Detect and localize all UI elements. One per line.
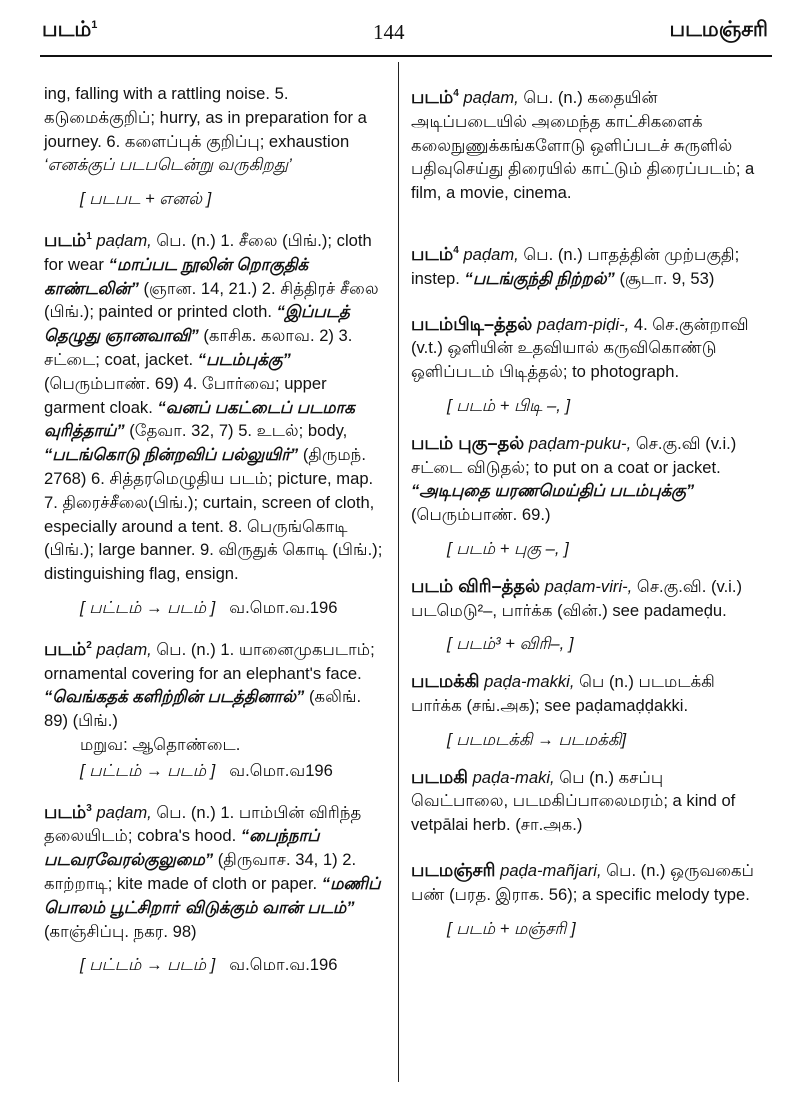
etymology: [ பட்டம் → படம் ] வ.மொ.வ196 (80, 760, 333, 780)
synonym-line: மறுவ: ஆதொண்டை. (80, 734, 241, 754)
dictionary-entry: படம்$^4$ paḍam, பெ. (n.) பாதத்தின் முற்பகுதி; instep. “படங்குந்தி நிற்றல்” (சூடா. 9, 53) (411, 243, 740, 288)
headword: படமக்கி (411, 671, 480, 692)
dictionary-entry: படம்$^2$ paḍam, பெ. (n.) 1. யானைமுகபடாம்; ornamental covering for an elephant's face. “வெங்கதக் களிற்றின் படத்தினால்” (கலிங். 89) (பிங்.) மறுவ: ஆதொண்டை. [ பட்டம் → படம் ] வ.மொ.வ196 (44, 634, 386, 783)
dictionary-entry: படம்$^1$ paḍam, பெ. (n.) 1. சீலை (பிங்.); cloth for wear “மாப்பட நூலின் றொகுதிக் காண்டலின்” (ஞான. 14, 21.) 2. சித்திரச் சீலை (பிங்.); painted or printed cloth. “இப்படத் தெழுது ஞானவாவி” (காசிக. கலாவ. 2) 3. சட்டை; coat, jacket. “படம்புக்கு” (பெரும்பாண். 69) 4. போர்வை; upper garment cloak. “வனப் பகட்டைப் படமாக வுரித்தாய்” (தேவா. 32, 7) 5. உடல்; body, “படங்கொடு நின்றவிப் பல்லுயிர்” (திருமந். 2768) 6. சித்தரமெழுதிய படம்; picture, map. 7. திரைச்சீலை(பிங்.); curtain, screen of cloth, especially around a tent. 8. பெருங்கொடி (பிங்.); large banner. 9. விருதுக் கொடி (பிங்.); distinguishing flag, ensign. [ பட்டம் → படம் ] வ.மொ.வ.196 (44, 225, 386, 620)
continued-entry: ing, falling with a rattling noise. 5. கடுமைக்குறிப்; hurry, as in preparation for a journey. 6. களைப்புக் குறிப்பு; exhaustion ‘எனக்குப் படபடென்று வருகிறது’ [ படபட + எனல் ] (44, 82, 386, 211)
dictionary-entry: படமஞ்சரி paḍa-mañjari, பெ. (n.) ஒருவகைப் பண் (பரத. இராக. 56); a specific melody type. [ படம் + மஞ்சரி ] (411, 859, 761, 940)
running-head-right: படமஞ்சரி (669, 18, 768, 41)
running-head-left: படம்$^1$ (42, 18, 98, 41)
transliteration: paḍam, (96, 802, 152, 822)
headword: படமகி (411, 766, 468, 787)
transliteration: paḍa-makki, (484, 672, 575, 692)
dictionary-entry: படமக்கி paḍa-makki, பெ (n.) படமடக்கி பார்க்க (சங்.அக); see paḍamaḍḍakki. [ படமடக்கி → படமக்கி] (411, 670, 761, 751)
headword: படம்$^4$ (411, 87, 459, 107)
transliteration: paḍam-piḍi-, (536, 314, 630, 334)
headword: படம் புகு–தல் (411, 432, 525, 453)
dictionary-entry: படம்$^3$ paḍam, பெ. (n.) 1. பாம்பின் விரிந்த தலையிடம்; cobra's hood. “பைந்நாப் படவரவேரல்குலுமை” (திருவாச. 34, 1) 2. காற்றாடி; kite made of cloth or paper. “மணிப் பொலம் பூட்சிறாா் விடுக்கும் வான் படம்” (காஞ்சிப்பு. நகர. 98) [ பட்டம் → படம் ] வ.மொ.வ.196 (44, 797, 386, 978)
etymology: [ படம் + பிடி –, ] (447, 395, 571, 415)
dictionary-entry: படம் விரி–த்தல் paḍam-viri-, செ.கு.வி. (v.i.) படமெடு²–, பார்க்க (வின்.) see padameḍu. [ படம்³ + விரி–, ] (411, 575, 761, 656)
etymology: [ படம்³ + விரி–, ] (447, 634, 574, 654)
etymology: [ படபட + எனல் ] (80, 189, 212, 209)
transliteration: paḍam, (96, 639, 152, 659)
headword: படம் விரி–த்தல் (411, 575, 541, 596)
transliteration: paḍa-maki, (472, 767, 555, 787)
etymology: [ பட்டம் → படம் ] வ.மொ.வ.196 (80, 597, 338, 617)
transliteration: paḍam, (463, 88, 519, 107)
dictionary-entry: படம்$^4$ paḍam, பெ. (n.) கதையின் அடிப்படையில் அமைந்த காட்சிகளைக் கலைநுணுக்கங்களோடு ஒளிப்படச் சுருளில் பதிவுசெய்து திரையில் காட்டும் திரைப்படம்; a film, a movie, cinema. (411, 87, 755, 203)
headword: படம்$^3$ (44, 801, 92, 822)
headword: படமஞ்சரி (411, 859, 496, 880)
dictionary-entry: படம்பிடி–த்தல் paḍam-piḍi-, 4. செ.குன்றாவி (v.t.) ஒளியின் உதவியால் கருவிகொண்டு ஒளிப்படம் பிடித்தல்; to photograph. [ படம் + பிடி –, ] (411, 313, 761, 418)
etymology: [ படம் + மஞ்சரி ] (447, 918, 576, 938)
transliteration: paḍam, (463, 244, 519, 264)
dictionary-entry: படம் புகு–தல் paḍam-puku-, செ.கு.வி (v.i.) சட்டை விடுதல்; to put on a coat or jacket. “அடிபுதை யரணமெய்திப் படம்புக்கு” (பெரும்பாண். 69.) [ படம் + புகு –, ] (411, 432, 761, 561)
page-number: 144 (373, 20, 405, 44)
headword: படம்$^2$ (44, 638, 92, 659)
etymology: [ படமடக்கி → படமக்கி] (447, 729, 627, 749)
headword: படம்$^1$ (44, 229, 92, 250)
transliteration: paḍam, (96, 230, 152, 250)
transliteration: paḍam-puku-, (528, 433, 632, 453)
etymology: [ பட்டம் → படம் ] வ.மொ.வ.196 (80, 955, 338, 975)
header-rule (40, 55, 772, 57)
etymology: [ படம் + புகு –, ] (447, 538, 569, 558)
headword: படம்பிடி–த்தல் (411, 313, 533, 334)
column-divider (398, 62, 399, 1082)
left-column (44, 82, 386, 991)
right-column (411, 82, 761, 954)
transliteration: paḍa-mañjari, (500, 860, 602, 880)
headword: படம்$^4$ (411, 243, 459, 264)
transliteration: paḍam-viri-, (544, 576, 633, 596)
dictionary-entry: படமகி paḍa-maki, பெ (n.) கசப்பு வெட்பாலை, படமகிப்பாலைமரம்; a kind of vetpālai herb. (சா.அக.) (411, 766, 736, 835)
